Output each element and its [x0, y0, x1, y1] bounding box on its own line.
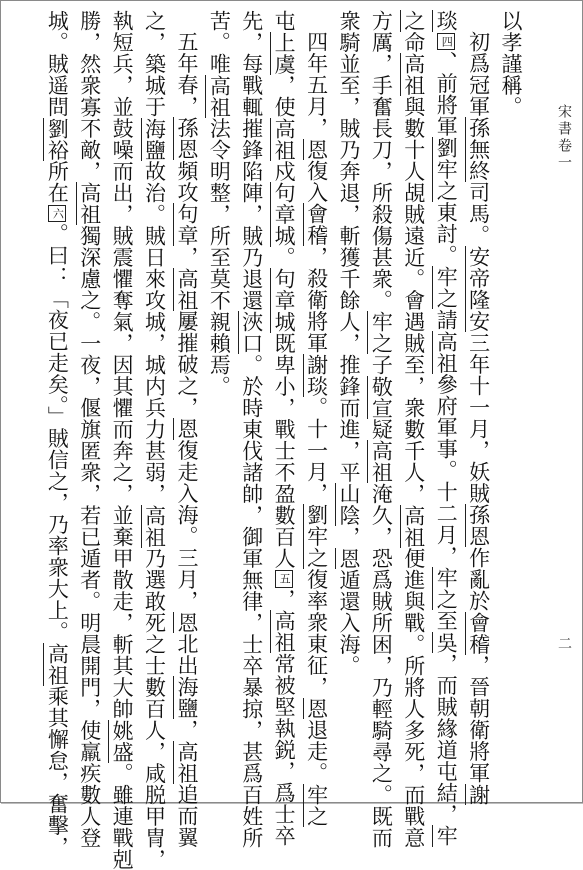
- text-segment: 北出: [175, 633, 199, 676]
- text-column: [235, 10, 267, 780]
- proper-noun-mark: 孫恩: [465, 504, 491, 547]
- proper-noun-mark: 高祖: [270, 118, 296, 161]
- proper-noun-mark: 琰: [432, 10, 458, 32]
- text-segment: 屯: [272, 10, 296, 32]
- proper-noun-mark: 句章城: [270, 182, 296, 247]
- proper-noun-mark: 句章城: [270, 268, 296, 333]
- proper-noun-mark: 會稽: [303, 203, 329, 246]
- proper-noun-mark: 謝: [465, 784, 491, 806]
- text-column: [397, 10, 429, 780]
- proper-noun-mark: 謝琰: [303, 354, 329, 397]
- proper-noun-mark: 恩: [173, 612, 199, 634]
- text-segment: 復入: [305, 160, 329, 203]
- text-column: [462, 10, 494, 780]
- text-segment: 乘其懈怠，奮擊，: [45, 686, 69, 858]
- text-column: [333, 10, 365, 780]
- text-segment: 常被堅執鋭，爲士卒: [272, 653, 296, 847]
- text-segment: 苦。唯: [207, 10, 231, 75]
- text-segment: 。十一月，: [305, 397, 329, 505]
- text-segment: 與數十人覘賊遠近。會遇賊至，衆數千人，: [402, 96, 426, 505]
- text-column: [73, 10, 105, 780]
- proper-noun-mark: 恩: [303, 698, 329, 720]
- proper-noun-mark: 高祖: [141, 505, 167, 548]
- text-segment: 執短兵，並鼓噪而出，賊震懼奪氣，因其懼而奔之，並棄甲散走，斬其大帥: [110, 10, 134, 720]
- text-segment: ，晉朝衛將軍: [467, 655, 491, 784]
- text-column: [106, 10, 138, 780]
- proper-noun-mark: 高祖: [43, 643, 69, 686]
- text-segment: 東討。: [434, 202, 458, 267]
- proper-noun-mark: 高祖: [400, 53, 426, 96]
- text-column: [138, 10, 170, 780]
- proper-noun-mark: 劉牢之: [432, 137, 458, 202]
- text-segment: 以孝謹稱。: [499, 10, 523, 118]
- text-segment: 。: [272, 247, 296, 269]
- text-segment: ，使: [272, 75, 296, 118]
- text-segment: 先，每戰輒摧鋒陷陣，賊乃退還: [240, 10, 264, 311]
- proper-noun-mark: 浹口: [238, 311, 264, 354]
- proper-noun-mark: 牢: [432, 825, 458, 847]
- text-segment: 請: [434, 309, 458, 331]
- text-segment: 四年五月，: [305, 31, 329, 139]
- text-column: [430, 10, 462, 780]
- text-segment: 。曰：「夜已走矣。」賊信之，乃率衆大上。: [45, 223, 69, 643]
- text-segment: 初爲冠軍: [467, 31, 491, 117]
- collation-note-mark: 六: [48, 205, 66, 223]
- proper-noun-mark: 牢之: [432, 567, 458, 610]
- proper-noun-mark: 會稽: [465, 612, 491, 655]
- text-segment: ，: [272, 589, 296, 611]
- proper-noun-mark: 劉裕: [43, 118, 69, 161]
- proper-noun-mark: 孫恩: [173, 117, 199, 160]
- proper-noun-mark: 高祖: [173, 741, 199, 784]
- text-segment: 所在: [45, 161, 69, 204]
- proper-noun-mark: 高祖: [76, 182, 102, 225]
- text-column: [300, 10, 332, 780]
- proper-noun-mark: 高祖: [270, 610, 296, 653]
- text-segment: 戍: [272, 161, 296, 183]
- proper-noun-mark: 孫無終: [465, 117, 491, 182]
- text-segment: 頻攻: [175, 160, 199, 203]
- text-segment: ，: [175, 719, 199, 741]
- text-column: [268, 10, 300, 780]
- proper-noun-mark: 高祖: [400, 505, 426, 548]
- text-column: [41, 10, 73, 780]
- text-segment: 屢摧破之，: [175, 311, 199, 419]
- text-segment: ，而賊緣道屯結，: [434, 653, 458, 825]
- collation-note-mark: 四: [437, 33, 455, 51]
- text-column: [495, 10, 527, 780]
- proper-noun-mark: 牢之: [303, 784, 329, 827]
- text-segment: ，: [175, 246, 199, 268]
- proper-noun-mark: 高祖: [367, 440, 393, 483]
- proper-noun-mark: 牢之: [432, 266, 458, 309]
- text-segment: 復走入海。三月，: [175, 440, 199, 612]
- text-segment: 之，築城于: [143, 10, 167, 118]
- text-segment: 衆騎並至，賊乃奔退，斬獲千餘人，推鋒而進，平: [337, 10, 361, 483]
- text-segment: 參府軍事。十二月，: [434, 374, 458, 568]
- text-segment: 法令明整，所至莫不親賴焉。: [207, 118, 231, 398]
- text-segment: 退走。: [305, 719, 329, 784]
- text-segment: 勝，然衆寡不敵，: [78, 10, 102, 182]
- text-segment: 。於時東伐諸帥，御軍無律，士卒暴掠，甚爲百姓所: [240, 354, 264, 849]
- proper-noun-mark: 恩: [303, 139, 329, 161]
- proper-noun-mark: 姚盛: [108, 720, 134, 763]
- proper-noun-mark: 山陰: [335, 483, 361, 526]
- proper-noun-mark: 劉牢之: [303, 504, 329, 569]
- proper-noun-mark: 安帝: [465, 246, 491, 289]
- text-segment: 三年十一月，妖賊: [467, 332, 491, 504]
- text-segment: 。雖連戰剋: [110, 763, 134, 870]
- proper-noun-mark: 恩: [335, 548, 361, 570]
- proper-noun-mark: 上虞: [270, 32, 296, 75]
- text-segment: 淹久，恐爲賊所困，乃輕騎尋之。既而: [369, 483, 393, 849]
- text-body: [41, 10, 527, 780]
- proper-noun-mark: 海鹽: [173, 676, 199, 719]
- proper-noun-mark: 之: [400, 10, 426, 32]
- page-number: 二: [552, 636, 574, 650]
- text-segment: ，殺衛將軍: [305, 246, 329, 354]
- text-column: [171, 10, 203, 780]
- text-segment: 便進與戰。所將人多死，而戰意: [402, 548, 426, 849]
- text-segment: 獨深慮之。一夜，偃旗匿衆，若已遁者。明晨開門，使羸疾數人登: [78, 225, 102, 849]
- text-segment: 、前將軍: [434, 51, 458, 137]
- text-segment: 司馬。: [467, 182, 491, 247]
- text-segment: 遁還入海。: [337, 569, 361, 677]
- proper-noun-mark: 吳: [432, 632, 458, 654]
- text-segment: 方厲，手奮長刀，所殺傷甚衆。: [369, 10, 393, 311]
- text-column: [203, 10, 235, 780]
- proper-noun-mark: 敬宣: [367, 376, 393, 419]
- text-segment: 五年春，: [175, 31, 199, 117]
- text-segment: 作亂於: [467, 547, 491, 612]
- proper-noun-mark: 高祖: [173, 268, 199, 311]
- text-segment: ，: [337, 526, 361, 548]
- text-segment: 復率衆東征，: [305, 569, 329, 698]
- text-segment: 城。賊遥問: [45, 10, 69, 118]
- proper-noun-mark: 高祖: [432, 331, 458, 374]
- text-segment: 子: [369, 354, 393, 376]
- running-title: 宋書卷一: [552, 104, 574, 172]
- text-segment: 至: [434, 610, 458, 632]
- proper-noun-mark: 句章: [173, 203, 199, 246]
- proper-noun-mark: 隆安: [465, 289, 491, 332]
- proper-noun-mark: 高祖: [205, 75, 231, 118]
- text-segment: 故治。賊日來攻城，城内兵力甚弱，: [143, 161, 167, 505]
- text-segment: 追而翼: [175, 784, 199, 849]
- proper-noun-mark: 恩: [173, 418, 199, 440]
- text-column: [365, 10, 397, 780]
- proper-noun-mark: 牢之: [367, 311, 393, 354]
- collation-note-mark: 五: [275, 570, 293, 588]
- text-segment: 既卑小，戰士不盈數百人: [272, 333, 296, 570]
- text-segment: 命: [402, 32, 426, 54]
- text-segment: 疑: [369, 419, 393, 441]
- text-segment: 乃選敢死之士數百人，咸脱甲冑，: [143, 548, 167, 870]
- proper-noun-mark: 海鹽: [141, 118, 167, 161]
